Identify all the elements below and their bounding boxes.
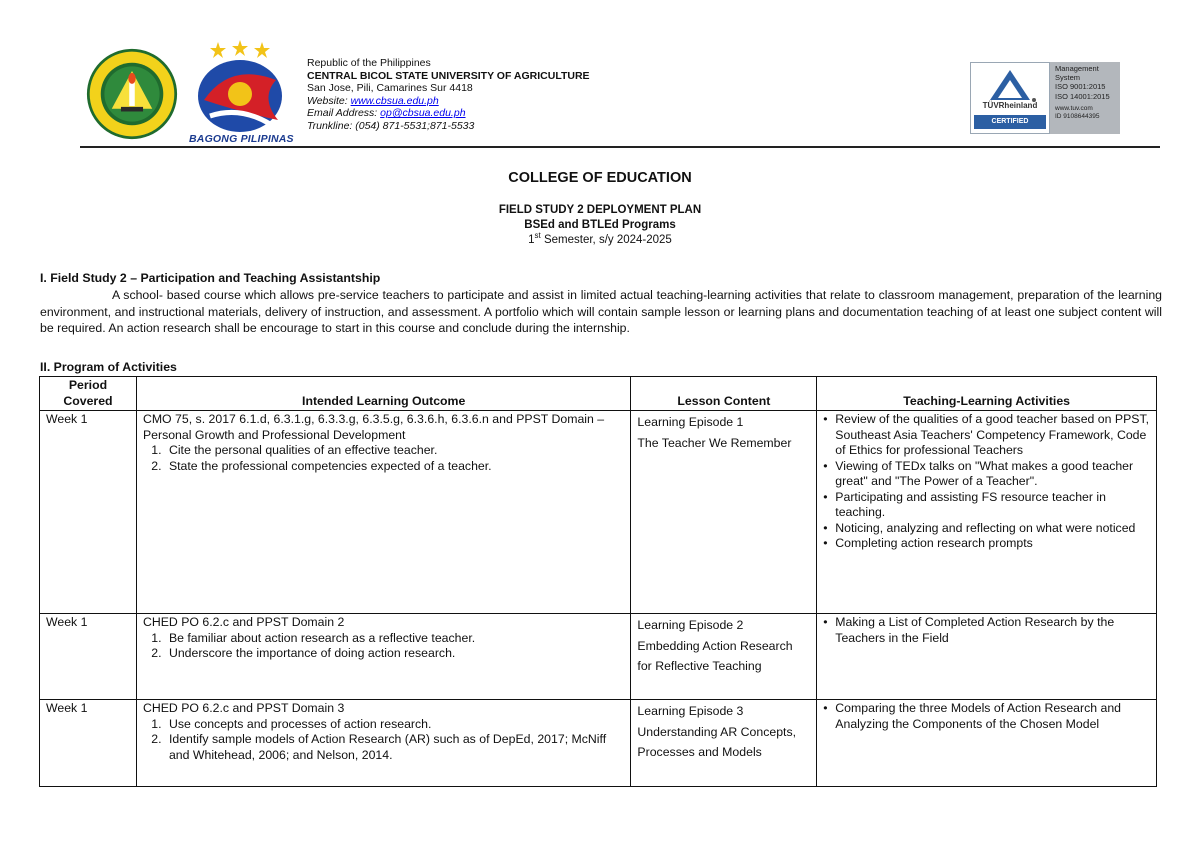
website-label: Website: bbox=[307, 94, 351, 107]
list-item: • Making a List of Completed Action Research by the Teachers in the Field bbox=[823, 615, 1150, 646]
trunkline: Trunkline: (054) 871-5531;871-5533 bbox=[307, 119, 475, 132]
list-item: 1. Use concepts and processes of action research. bbox=[165, 717, 624, 733]
list-item: • Participating and assisting FS resource teacher in teaching. bbox=[823, 490, 1150, 521]
period-cell: Week 1 bbox=[40, 700, 137, 787]
republic-line: Republic of the Philippines bbox=[307, 57, 431, 69]
university-info bbox=[307, 57, 590, 133]
semester-text: Semester, s/y 2024-2025 bbox=[540, 234, 672, 246]
list-item: 2. State the professional competencies expected of a teacher. bbox=[165, 459, 624, 475]
list-item: 2. Identify sample models of Action Research (AR) such as of DepEd, 2017; McNiff and Whitehead, 2006; and Nelson, 2014. bbox=[165, 732, 624, 763]
list-item: • Viewing of TEDx talks on "What makes a good teacher great" and "The Power of a Teacher". bbox=[823, 459, 1150, 490]
list-item: 1. Be familiar about action research as a reflective teacher. bbox=[165, 631, 624, 647]
email-line bbox=[307, 107, 590, 120]
table-row bbox=[40, 411, 1157, 614]
email-link[interactable]: op@cbsua.edu.ph bbox=[380, 107, 466, 120]
tuv-name: TÜVRheinland bbox=[982, 101, 1038, 110]
email-label: Email Address: bbox=[307, 107, 381, 120]
plan-title-block bbox=[0, 203, 1200, 248]
ilo-heading: CHED PO 6.2.c and PPST Domain 2 bbox=[142, 615, 345, 629]
programs-title: BSEd and BTLEd Programs bbox=[524, 219, 676, 231]
column-header: Lesson Content bbox=[631, 377, 817, 411]
certified-label: CERTIFIED bbox=[974, 115, 1046, 129]
list-item: • Review of the qualities of a good teacher based on PPST, Southeast Asia Teachers' Competency Framework, Code of Ethics for professional Teachers bbox=[823, 412, 1150, 459]
lesson-content-cell bbox=[631, 411, 817, 614]
table-row bbox=[40, 614, 1157, 700]
lesson-content-cell bbox=[631, 700, 817, 787]
lesson-title: Understanding AR Concepts, Processes and Models bbox=[637, 724, 797, 759]
section-2-heading: II. Program of Activities bbox=[40, 360, 177, 374]
mgmt-line: ISO 9001:2015 bbox=[1055, 82, 1106, 92]
mgmt-id: ID 9108644395 bbox=[1055, 112, 1100, 120]
mgmt-line: ISO 14001:2015 bbox=[1055, 91, 1110, 101]
lesson-episode: Learning Episode 3 bbox=[637, 704, 744, 718]
list-item: • Completing action research prompts bbox=[823, 536, 1150, 552]
section-1-body: A school- based course which allows pre-service teachers to participate and assist in limited actual teaching-learning activities that relate to classroom management, preparation of the learning environment, and instructional materials, delivery of instruction, and assessment. A portfolio which will contain sample lesson or learning plans and documentation teaching of at least one subject content will be required. An action research shall be encourage to start in this course and conclude during the internship. bbox=[40, 288, 1162, 335]
lesson-episode: Learning Episode 2 bbox=[637, 618, 744, 632]
list-item: 2. Underscore the importance of doing action research. bbox=[165, 646, 624, 662]
list-item: 1. Cite the personal qualities of an effective teacher. bbox=[165, 443, 624, 459]
mgmt-line: Management bbox=[1055, 64, 1099, 73]
activities-cell bbox=[817, 700, 1157, 787]
semester-number: 1 bbox=[528, 234, 535, 246]
tuv-certification-badge bbox=[970, 62, 1050, 134]
management-system-box bbox=[1050, 62, 1120, 134]
column-header: Teaching-Learning Activities bbox=[817, 377, 1157, 411]
column-header: Period Covered bbox=[40, 377, 137, 411]
semester-line bbox=[0, 233, 1200, 248]
lesson-content-cell bbox=[631, 614, 817, 700]
activities-cell bbox=[817, 411, 1157, 614]
section-1-heading: I. Field Study 2 – Participation and Teaching Assistantship bbox=[40, 271, 381, 285]
activities-list bbox=[823, 412, 1150, 552]
plan-title: FIELD STUDY 2 DEPLOYMENT PLAN bbox=[498, 204, 702, 216]
ilo-list bbox=[165, 717, 624, 764]
table-header-row bbox=[40, 377, 1157, 411]
ilo-heading: CHED PO 6.2.c and PPST Domain 3 bbox=[142, 701, 345, 715]
lesson-title: The Teacher We Remember bbox=[637, 435, 792, 450]
lesson-title: Embedding Action Research for Reflective Teaching bbox=[637, 638, 793, 673]
college-title: COLLEGE OF EDUCATION bbox=[508, 170, 692, 186]
column-header: Intended Learning Outcome bbox=[136, 377, 630, 411]
list-item: • Comparing the three Models of Action Research and Analyzing the Components of the Chosen Model bbox=[823, 701, 1150, 732]
university-name: CENTRAL BICOL STATE UNIVERSITY OF AGRICULTURE bbox=[307, 69, 590, 82]
lesson-episode: Learning Episode 1 bbox=[637, 415, 744, 429]
mgmt-line: System bbox=[1055, 73, 1081, 83]
address-line: San Jose, Pili, Camarines Sur 4418 bbox=[307, 82, 473, 95]
activities-list bbox=[823, 701, 1150, 732]
ilo-list bbox=[165, 443, 624, 474]
ilo-heading: CMO 75, s. 2017 6.1.d, 6.3.1.g, 6.3.3.g, 6.3.5.g, 6.3.6.h, 6.3.6.n and PPST Domain – Personal Growth and Professional Development bbox=[142, 412, 605, 442]
ilo-list bbox=[165, 631, 624, 662]
program-of-activities-table bbox=[39, 376, 1157, 787]
period-cell: Week 1 bbox=[40, 411, 137, 614]
list-item: • Noticing, analyzing and reflecting on what were noticed bbox=[823, 521, 1150, 537]
logo-caption: BAGONG PILIPINAS bbox=[189, 133, 294, 145]
letterhead bbox=[80, 40, 1160, 148]
semester-suffix: st bbox=[534, 231, 541, 241]
bagong-pilipinas-logo bbox=[190, 40, 290, 144]
ilo-cell bbox=[136, 700, 630, 787]
mgmt-site: www.tuv.com bbox=[1055, 104, 1093, 112]
website-line bbox=[307, 95, 590, 108]
ilo-cell bbox=[136, 411, 630, 614]
table-row bbox=[40, 700, 1157, 787]
activities-cell bbox=[817, 614, 1157, 700]
website-link[interactable]: www.cbsua.edu.ph bbox=[350, 94, 439, 107]
ilo-cell bbox=[136, 614, 630, 700]
header-divider bbox=[80, 146, 1160, 148]
university-seal-logo bbox=[86, 48, 178, 140]
activities-list bbox=[823, 615, 1150, 646]
period-cell: Week 1 bbox=[40, 614, 137, 700]
